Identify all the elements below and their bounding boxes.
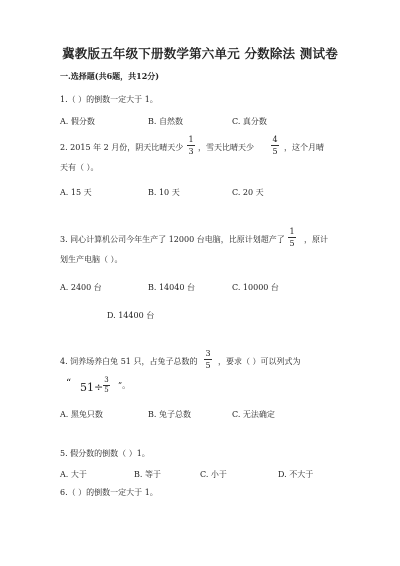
expression-fraction xyxy=(103,377,110,394)
expression-main: 51÷ xyxy=(80,381,104,394)
page-title: 冀教版五年级下册数学第六单元 分数除法 测试卷 xyxy=(62,46,338,61)
section-heading: 一.选择题(共6题，共12分) xyxy=(60,71,160,81)
fraction-bar xyxy=(288,237,296,238)
expression-close-quote: ”。 xyxy=(118,381,131,390)
question-2-line-1a: 2. 2015 年 2 月份，阴天比晴天少 xyxy=(60,143,184,152)
question-2-option-c: C. 20 天 xyxy=(232,188,264,197)
question-5-option-b: B. 等于 xyxy=(134,470,161,479)
question-3-fraction xyxy=(288,227,296,248)
question-3-option-d: D. 14400 台 xyxy=(107,311,155,320)
fraction-denominator: 5 xyxy=(104,385,109,394)
question-1-option-a: A. 假分数 xyxy=(60,117,95,126)
question-5-option-d: D. 不大于 xyxy=(278,470,314,479)
question-3-line-1a: 3. 同心计算机公司今年生产了 12000 台电脑，比原计划超产了 xyxy=(60,235,285,244)
question-2-fraction-2 xyxy=(271,135,279,156)
fraction-denominator: 5 xyxy=(205,361,211,370)
fraction-numerator: 3 xyxy=(205,349,211,358)
question-2-option-b: B. 10 天 xyxy=(148,188,180,197)
expression-open-quote: “ xyxy=(66,378,72,389)
question-5-option-c: C. 小于 xyxy=(200,470,227,479)
question-4-option-a: A. 黑兔只数 xyxy=(60,410,103,419)
question-2-line-1c: ，这个月晴 xyxy=(284,143,324,152)
question-4-option-b: B. 兔子总数 xyxy=(148,410,191,419)
question-6-text: 6.（ ）的倒数一定大于 1。 xyxy=(60,488,158,497)
question-1-option-b: B. 自然数 xyxy=(148,117,183,126)
question-1-text: 1.（ ）的倒数一定大于 1。 xyxy=(60,95,158,104)
question-3-line-1b: ，原计 xyxy=(304,235,328,244)
fraction-denominator: 5 xyxy=(289,239,295,248)
fraction-numerator: 1 xyxy=(188,135,194,144)
question-3-line-2: 划生产电脑（ ）。 xyxy=(60,255,123,264)
fraction-denominator: 3 xyxy=(188,147,194,156)
fraction-numerator: 4 xyxy=(272,135,278,144)
question-5-text: 5. 假分数的倒数（ ）1。 xyxy=(60,449,150,458)
question-4-line-1b: ，要求（ ）可以列式为 xyxy=(218,357,301,366)
question-1-option-c: C. 真分数 xyxy=(232,117,267,126)
question-2-line-2: 天有（ ）。 xyxy=(60,163,99,172)
question-3-option-a: A. 2400 台 xyxy=(60,283,102,292)
fraction-bar xyxy=(271,145,279,146)
fraction-numerator: 3 xyxy=(104,376,109,384)
fraction-bar xyxy=(187,145,195,146)
fraction-denominator: 5 xyxy=(272,147,278,156)
question-2-line-1b: ，雪天比晴天少 xyxy=(198,143,254,152)
question-2-option-a: A. 15 天 xyxy=(60,188,92,197)
question-2-fraction-1 xyxy=(187,135,195,156)
question-4-line-1a: 4. 饲养场养白兔 51 只，占兔子总数的 xyxy=(60,357,198,366)
question-4-option-c: C. 无法确定 xyxy=(232,410,275,419)
fraction-numerator: 1 xyxy=(289,227,295,236)
question-3-option-c: C. 10000 台 xyxy=(232,283,279,292)
question-5-option-a: A. 大于 xyxy=(60,470,87,479)
question-4-fraction xyxy=(204,349,212,370)
fraction-bar xyxy=(204,359,212,360)
question-3-option-b: B. 14040 台 xyxy=(148,283,195,292)
